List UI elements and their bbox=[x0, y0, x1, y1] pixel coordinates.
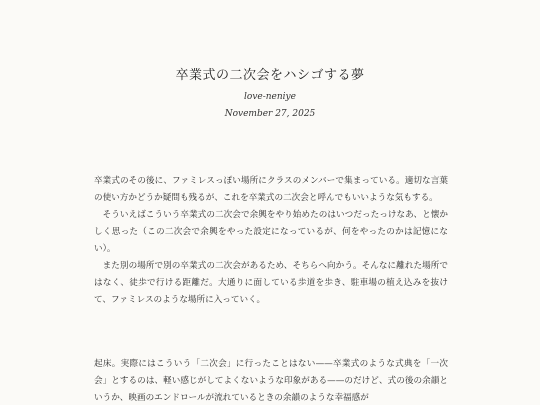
body-section-2 bbox=[94, 356, 448, 405]
paragraph: そういえばこういう卒業式の二次会で余興をやり始めたのはいつだったっけなあ、と懐かしく思った（この二次会で余興をやった設定になっているが、何をやったのかは記憶にない）。 bbox=[94, 210, 448, 254]
paragraph: 起床。実際にはこういう「二次会」に行ったことはない——卒業式のような式典を「一次会」とするのは、軽い感じがしてよくないような印象がある——のだけど、式の後の余韻というか、映画のエンドロールが流れているときの余韻のような幸福感が bbox=[94, 359, 448, 403]
post-date: November 27, 2025 bbox=[224, 109, 316, 119]
body-section-1 bbox=[94, 173, 448, 309]
post-author[interactable]: love-neniye bbox=[244, 92, 296, 102]
paragraph: また別の場所で別の卒業式の二次会があるため、そちらへ向かう。そんなに離れた場所ではなく、徒歩で行ける距離だ。大通りに面している歩道を歩き、駐車場の植え込みを抜けて、ファミレスのような場所に入っていく。 bbox=[94, 261, 448, 305]
post-title: 卒業式の二次会をハシゴする夢 bbox=[175, 68, 365, 83]
paragraph: 卒業式のその後に、ファミレスっぽい場所にクラスのメンバーで集まっている。適切な言葉の使い方かどうか疑問も残るが、これを卒業式の二次会と呼んでもいいような気もする。 bbox=[94, 176, 448, 203]
